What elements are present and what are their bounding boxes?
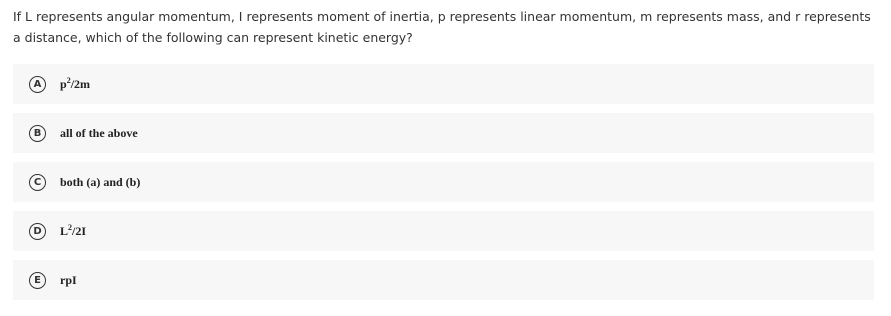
option-b-text: all of the above (60, 125, 138, 140)
option-e-letter: E (29, 272, 46, 289)
option-d-letter: D (29, 223, 46, 240)
option-b[interactable] (13, 113, 874, 153)
option-a-text (60, 77, 90, 92)
option-e-text: rpI (60, 272, 77, 287)
option-a[interactable] (13, 64, 874, 104)
option-e[interactable] (13, 260, 874, 300)
option-d-text (60, 224, 86, 239)
option-a-exponent: 2 (66, 75, 71, 85)
option-a-denominator: /2m (70, 76, 91, 91)
option-d[interactable] (13, 211, 874, 251)
option-d-denominator: /2I (72, 223, 87, 238)
option-a-letter: A (29, 76, 46, 93)
option-c[interactable] (13, 162, 874, 202)
option-c-text: both (a) and (b) (60, 174, 141, 189)
option-a-base: p (60, 76, 67, 91)
option-d-base: L (60, 223, 69, 238)
answer-options (13, 64, 874, 300)
option-b-letter: B (29, 125, 46, 142)
option-c-letter: C (29, 174, 46, 191)
question-text: If L represents angular momentum, I represents moment of inertia, p represents linear momentum, m represents mass, and r represents a distance, which of the following can represent kinetic energy? (13, 9, 871, 45)
option-d-exponent: 2 (68, 222, 73, 232)
